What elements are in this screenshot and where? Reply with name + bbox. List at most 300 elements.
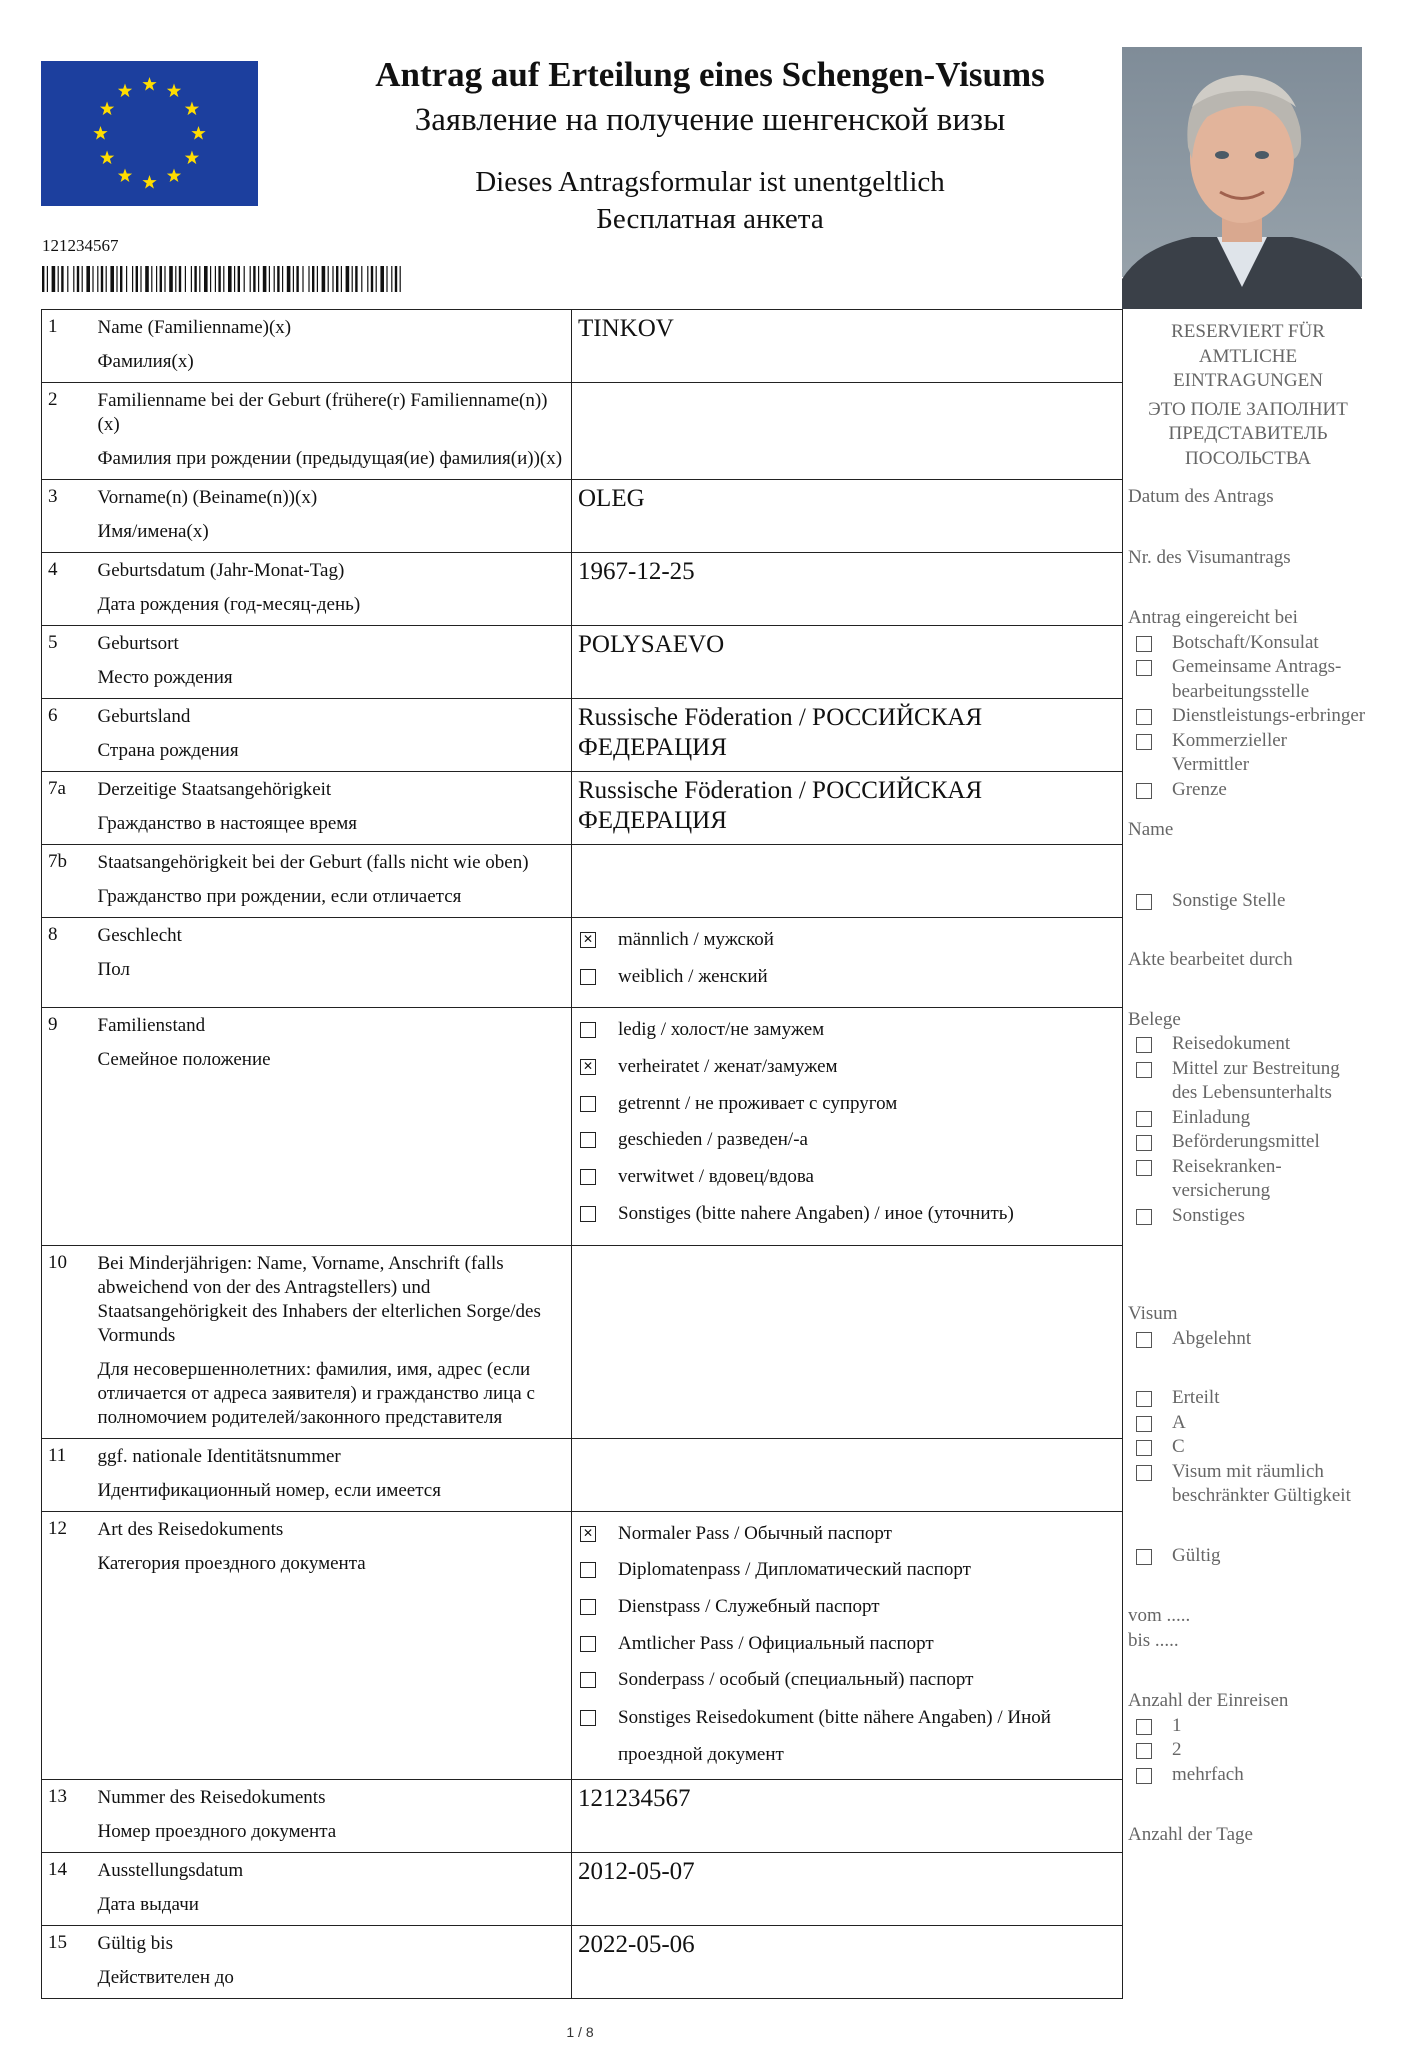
label-german: Nummer des Reisedokuments: [97, 1786, 326, 1808]
checkbox-icon[interactable]: [1136, 1160, 1152, 1176]
label-german: ggf. nationale Identitätsnummer: [97, 1445, 341, 1467]
option-other[interactable]: [578, 1202, 1116, 1239]
checkbox-icon[interactable]: ✕: [580, 932, 596, 948]
option-married[interactable]: [578, 1055, 1116, 1092]
label-german: Geburtsort: [97, 633, 179, 654]
field-label: [98, 1438, 572, 1511]
label-german: Geburtsdatum (Jahr-Monat-Tag): [97, 560, 345, 581]
page-indicator: 1 / 8: [566, 2024, 594, 2040]
barcode-bar: [210, 266, 211, 292]
document-number: 121234567: [42, 236, 119, 255]
field-number: 14: [42, 1852, 98, 1925]
option-label: Visum mit räumlich beschränkter Gültigkeit: [1172, 1460, 1351, 1506]
checkbox-icon[interactable]: [580, 1169, 596, 1185]
side-option[interactable]: [1128, 1714, 1368, 1739]
barcode-bar: [160, 266, 162, 292]
checkbox-icon[interactable]: [580, 1206, 596, 1222]
label-german: Staatsangehörigkeit bei der Geburt (falls nicht wie oben): [97, 852, 529, 873]
option-diplomatic-passport[interactable]: [578, 1558, 1116, 1595]
field-row-15: [42, 1925, 1123, 1998]
barcode-bar: [126, 266, 127, 292]
option-label: verwitwet / вдовец/вдова: [618, 1166, 814, 1188]
option-widowed[interactable]: [578, 1165, 1116, 1202]
submitted-at-options: [1128, 631, 1368, 803]
barcode-bar: [110, 266, 114, 292]
barcode-bar: [371, 266, 373, 292]
option-label: verheiratet / женат/замужем: [618, 1056, 838, 1078]
checkbox-icon[interactable]: ✕: [580, 1059, 596, 1075]
option-label: Abgelehnt: [1172, 1327, 1252, 1349]
barcode-bar: [328, 266, 329, 292]
barcode-bar: [395, 266, 397, 292]
barcode-bar: [253, 266, 255, 292]
side-option[interactable]: [1128, 1130, 1368, 1155]
reserved-heading-russian: ЭТО ПОЛЕ ЗАПОЛНИТ ПРЕДСТАВИТЕЛЬ ПОСОЛЬСТВА: [1148, 398, 1348, 469]
barcode-bar: [86, 266, 90, 292]
entries-options: [1128, 1714, 1368, 1788]
field-number: 7b: [42, 845, 98, 918]
option-label: Erteilt: [1172, 1387, 1220, 1408]
checkbox-icon[interactable]: [1136, 1465, 1152, 1481]
refused-option[interactable]: [1128, 1327, 1368, 1352]
checkbox-icon[interactable]: [580, 969, 596, 985]
checkbox-icon[interactable]: [580, 1096, 596, 1112]
barcode-bar: [191, 266, 192, 292]
barcode-bar: [175, 266, 176, 292]
barcode-bar: [199, 266, 200, 292]
barcode-bar: [47, 266, 48, 292]
barcode-bar: [61, 266, 63, 292]
side-option[interactable]: [1128, 778, 1368, 803]
field-number: 5: [42, 626, 98, 699]
issued-options: [1128, 1386, 1368, 1509]
field-number: 10: [42, 1245, 98, 1438]
checkbox-icon[interactable]: [1136, 1391, 1152, 1407]
checkbox-icon[interactable]: [580, 1022, 596, 1038]
national-id-value[interactable]: [572, 1438, 1123, 1511]
barcode-bar: [218, 266, 220, 292]
checkbox-icon[interactable]: [580, 1672, 596, 1688]
option-label: 2: [1172, 1739, 1182, 1760]
side-option[interactable]: [1128, 1460, 1368, 1509]
field-label: [98, 1245, 572, 1438]
option-label: Sonstiges (bitte nahere Angaben) / иное (уточнить): [618, 1202, 1014, 1224]
barcode-bar: [352, 266, 353, 292]
option-separated[interactable]: [578, 1092, 1116, 1129]
official-use-column: [1128, 320, 1368, 1848]
side-option[interactable]: [1128, 631, 1368, 656]
label-german: Name (Familienname)(x): [97, 317, 292, 338]
form-title: [320, 52, 1100, 238]
field-label: [98, 918, 572, 1008]
field-label: [98, 1779, 572, 1852]
checkbox-icon[interactable]: [1136, 1135, 1152, 1151]
guardian-value[interactable]: [572, 1245, 1123, 1438]
field-label: [98, 1008, 572, 1245]
barcode-bar: [386, 266, 387, 292]
field-label: [98, 383, 572, 480]
option-label: Reisekranken-versicherung: [1172, 1155, 1282, 1201]
option-label: Amtlicher Pass / Официальный паспорт: [618, 1632, 934, 1654]
field-row-1: [42, 310, 1123, 383]
barcode-bar: [341, 266, 342, 292]
visa-label: Visum: [1128, 1303, 1178, 1324]
checkbox-icon[interactable]: [580, 1562, 596, 1578]
checkbox-icon[interactable]: ✕: [580, 1526, 596, 1542]
side-option[interactable]: [1128, 729, 1368, 778]
side-option[interactable]: [1128, 1155, 1368, 1204]
barcode-bar: [293, 266, 294, 292]
supporting-documents-label: Belege: [1128, 1008, 1181, 1030]
field-label: [98, 553, 572, 626]
side-option[interactable]: [1128, 655, 1368, 704]
birth-nationality-value[interactable]: [572, 845, 1123, 918]
option-service-passport[interactable]: [578, 1595, 1116, 1632]
option-female[interactable]: [578, 965, 1116, 1002]
option-label: männlich / мужской: [618, 929, 774, 950]
checkbox-icon[interactable]: [580, 1710, 596, 1726]
document-number-value[interactable]: 121234567: [572, 1779, 1123, 1852]
sex-options: [572, 918, 1123, 1008]
option-divorced[interactable]: [578, 1128, 1116, 1165]
checkbox-icon[interactable]: [1136, 1768, 1152, 1784]
field-label: [98, 480, 572, 553]
field-row-11: [42, 1438, 1123, 1511]
field-row-4: [42, 553, 1123, 626]
label-german: Familienname bei der Geburt (frühere(r) Familienname(n)) (x): [97, 390, 548, 435]
subtitle-russian: Бесплатная анкета: [596, 203, 824, 235]
checkbox-icon[interactable]: [580, 1636, 596, 1652]
label-russian: Фамилия при рождении (предыдущая(ие) фамилия(и))(x): [97, 448, 563, 469]
label-russian: Категория проездного документа: [97, 1552, 366, 1574]
travel-document-type-options: [572, 1511, 1123, 1779]
barcode-bar: [164, 266, 165, 292]
side-option[interactable]: [1128, 1057, 1368, 1106]
label-german: Vorname(n) (Beiname(n))(x): [97, 487, 318, 508]
label-russian: Страна рождения: [97, 740, 239, 761]
application-number-label: Nr. des Visumantrags: [1128, 546, 1291, 568]
side-option[interactable]: [1128, 1386, 1368, 1411]
valid-until-value[interactable]: 2022-05-06: [572, 1925, 1123, 1998]
barcode-bar: [204, 266, 208, 292]
field-row-6: [42, 699, 1123, 772]
barcode-bar: [120, 266, 122, 292]
barcode-bar: [355, 266, 357, 292]
barcode-bar: [376, 266, 377, 292]
birth-date-value[interactable]: 1967-12-25: [572, 553, 1123, 626]
label-russian: Семейное положение: [97, 1049, 271, 1071]
field-number: 7a: [42, 772, 98, 845]
label-russian: Дата выдачи: [97, 1893, 199, 1915]
barcode-bar: [179, 266, 181, 292]
option-label: ledig / холост/не замужем: [618, 1019, 825, 1041]
checkbox-icon[interactable]: [1136, 709, 1152, 725]
field-number: 1: [42, 310, 98, 383]
label-german: Ausstellungsdatum: [97, 1859, 244, 1881]
submitted-at-label: Antrag eingereicht bei: [1128, 607, 1298, 628]
label-german: Gültig bis: [97, 1932, 173, 1954]
field-number: 8: [42, 918, 98, 1008]
field-label: [98, 699, 572, 772]
checkbox-icon[interactable]: [1136, 1111, 1152, 1127]
barcode-bar: [77, 266, 79, 292]
barcode-bar: [215, 266, 216, 292]
issue-date-value[interactable]: 2012-05-07: [572, 1852, 1123, 1925]
first-name-value[interactable]: OLEG: [572, 480, 1123, 553]
field-label: [98, 772, 572, 845]
checkbox-icon[interactable]: [1136, 660, 1152, 676]
barcode-bar: [185, 266, 186, 292]
side-option[interactable]: [1128, 1204, 1368, 1229]
option-label: Mittel zur Bestreitung des Lebensunterhalts: [1172, 1057, 1340, 1103]
name-label: Name: [1128, 819, 1174, 840]
processed-by-label: Akte bearbeitet durch: [1128, 949, 1293, 970]
barcode-bar: [302, 266, 303, 292]
barcode-bar: [391, 266, 392, 292]
other-office-option[interactable]: [1128, 889, 1368, 914]
barcode-bar: [332, 266, 333, 292]
checkbox-icon[interactable]: [1136, 1719, 1152, 1735]
barcode-bar: [58, 266, 59, 292]
field-row-10: [42, 1245, 1123, 1438]
surname-value[interactable]: TINKOV: [572, 310, 1123, 383]
side-option[interactable]: [1128, 1738, 1368, 1763]
label-russian: Имя/имена(x): [97, 521, 209, 542]
field-label: [98, 1852, 572, 1925]
field-label: [98, 845, 572, 918]
side-option[interactable]: [1128, 1032, 1368, 1057]
checkbox-icon[interactable]: [1136, 783, 1152, 799]
barcode-bar: [234, 266, 235, 292]
barcode-bar: [274, 266, 275, 292]
option-label: Dienstleistungs-erbringer: [1172, 705, 1366, 726]
checkbox-icon[interactable]: [1136, 1037, 1152, 1053]
field-row-13: [42, 1779, 1123, 1852]
supporting-documents-options: [1128, 1032, 1368, 1228]
checkbox-icon[interactable]: [1136, 734, 1152, 750]
barcode-bar: [223, 266, 224, 292]
birth-country-value[interactable]: Russische Föderation / РОССИЙСКАЯ ФЕДЕРАЦИЯ: [572, 699, 1123, 772]
application-date-label: Datum des Antrags: [1128, 486, 1274, 507]
option-label: weiblich / женский: [618, 965, 768, 987]
barcode-bar: [151, 266, 152, 292]
valid-option[interactable]: [1128, 1544, 1368, 1569]
eu-flag-icon: [41, 61, 258, 206]
checkbox-icon[interactable]: [1136, 1440, 1152, 1456]
barcode-bar: [228, 266, 232, 292]
label-russian: Место рождения: [97, 667, 233, 688]
barcode-bar: [282, 266, 283, 292]
option-single[interactable]: [578, 1018, 1116, 1055]
barcode-bar: [308, 266, 309, 292]
label-russian: Действителен до: [97, 1966, 234, 1988]
side-option[interactable]: [1128, 1763, 1368, 1788]
field-number: 11: [42, 1438, 98, 1511]
barcode-bar: [101, 266, 103, 292]
birth-place-value[interactable]: POLYSAEVO: [572, 626, 1123, 699]
option-other-document[interactable]: [578, 1699, 1116, 1773]
label-russian: Номер проездного документа: [97, 1820, 337, 1842]
field-row-2: [42, 383, 1123, 480]
barcode-bar: [269, 266, 270, 292]
option-label: Sonstiges Reisedokument (bitte nähere Angaben) / Иной проездной документ: [618, 1706, 1051, 1765]
field-number: 6: [42, 699, 98, 772]
label-german: Bei Minderjährigen: Name, Vorname, Anschrift (falls abweichend von der des Antragstellers) und Staatsangehörigkeit des Inhabers der elterlichen Sorge/des Vormunds: [97, 1252, 541, 1346]
option-label: Grenze: [1172, 778, 1227, 800]
label-russian: Дата рождения (год-месяц-день): [97, 594, 361, 615]
barcode-bar: [42, 266, 44, 292]
checkbox-icon[interactable]: [1136, 1743, 1152, 1759]
option-label: Sonderpass / особый (специальный) паспорт: [618, 1669, 974, 1691]
option-label: Normaler Pass / Обычный паспорт: [618, 1522, 892, 1544]
reserved-heading-german: RESERVIERT FÜR AMTLICHE EINTRAGUNGEN: [1171, 321, 1325, 391]
checkbox-icon[interactable]: [1136, 894, 1152, 910]
marital-status-options: [572, 1008, 1123, 1245]
barcode-bar: [250, 266, 251, 292]
application-form-table: [41, 309, 1123, 1999]
title-german: Antrag auf Erteilung eines Schengen-Visums: [375, 55, 1045, 94]
barcode-bar: [92, 266, 93, 292]
barcode-bar: [156, 266, 157, 292]
field-number: 9: [42, 1008, 98, 1245]
label-russian: Для несовершеннолетних: фамилия, имя, адрес (если отличается от адреса заявителя) и гражданство лица с полномочием родителей/законного представителя: [97, 1358, 535, 1428]
checkbox-icon[interactable]: [1136, 636, 1152, 652]
field-row-9: [42, 1008, 1123, 1245]
option-official-passport[interactable]: [578, 1632, 1116, 1669]
current-nationality-value[interactable]: Russische Föderation / РОССИЙСКАЯ ФЕДЕРАЦИЯ: [572, 772, 1123, 845]
option-label: Einladung: [1172, 1106, 1251, 1128]
field-number: 12: [42, 1511, 98, 1779]
eu-flag-logo: [41, 61, 258, 206]
label-russian: Фамилия(x): [97, 351, 194, 372]
barcode-bar: [258, 266, 259, 292]
label-german: Geburtsland: [97, 706, 191, 727]
option-label: 1: [1172, 1714, 1182, 1736]
label-russian: Идентификационный номер, если имеется: [97, 1479, 441, 1501]
barcode-bar: [400, 266, 401, 292]
option-label: Diplomatenpass / Дипломатический паспорт: [618, 1559, 971, 1581]
subtitle-german: Dieses Antragsformular ist unentgeltlich: [475, 166, 945, 198]
barcode-bar: [140, 266, 141, 292]
label-russian: Гражданство при рождении, если отличается: [97, 886, 462, 907]
side-option[interactable]: [1128, 704, 1368, 729]
barcode-bar: [106, 266, 107, 292]
barcode-bar: [277, 266, 279, 292]
barcode-bar: [82, 266, 83, 292]
field-label: [98, 1925, 572, 1998]
option-male[interactable]: [578, 928, 1116, 965]
field-row-7a: [42, 772, 1123, 845]
side-option[interactable]: [1128, 1411, 1368, 1436]
label-russian: Гражданство в настоящее время: [97, 813, 358, 834]
field-label: [98, 1511, 572, 1779]
barcode-bar: [380, 266, 384, 292]
field-number: 15: [42, 1925, 98, 1998]
barcode-bar: [52, 266, 56, 292]
field-label: [98, 626, 572, 699]
checkbox-icon[interactable]: [1136, 1062, 1152, 1078]
option-label: Gültig: [1172, 1544, 1221, 1566]
field-row-7b: [42, 845, 1123, 918]
barcode-bar: [73, 266, 74, 292]
barcode-bar: [287, 266, 291, 292]
field-row-12: [42, 1511, 1123, 1779]
option-label: Botschaft/Konsulat: [1172, 631, 1319, 653]
barcode-bar: [132, 266, 133, 292]
barcode-bar: [116, 266, 117, 292]
days-label: Anzahl der Tage: [1128, 1824, 1253, 1845]
option-label: mehrfach: [1172, 1763, 1244, 1785]
field-row-5: [42, 626, 1123, 699]
option-label: Sonstige Stelle: [1172, 889, 1286, 911]
barcode-bar: [169, 266, 173, 292]
option-normal-passport[interactable]: [578, 1522, 1116, 1559]
barcode-bar: [361, 266, 362, 292]
option-label: Dienstpass / Служебный паспорт: [618, 1595, 880, 1617]
checkbox-icon[interactable]: [1136, 1209, 1152, 1225]
barcode-bar: [346, 266, 350, 292]
label-german: Familienstand: [97, 1015, 206, 1037]
field-row-8: [42, 918, 1123, 1008]
side-option[interactable]: [1128, 1435, 1368, 1460]
barcode-bar: [136, 266, 138, 292]
applicant-photo: [1122, 47, 1362, 309]
barcode-bar: [296, 266, 298, 292]
field-number: 13: [42, 1779, 98, 1852]
option-label: Kommerzieller Vermittler: [1172, 729, 1288, 775]
title-russian: Заявление на получение шенгенской визы: [414, 102, 1006, 138]
barcode-bar: [322, 266, 326, 292]
valid-from-label: vom .....: [1128, 1605, 1191, 1626]
field-row-14: [42, 1852, 1123, 1925]
option-label: Sonstiges: [1172, 1204, 1245, 1226]
option-label: Reisedokument: [1172, 1033, 1291, 1054]
option-label: A: [1172, 1411, 1186, 1433]
barcode-bar: [238, 266, 240, 292]
barcode-bar: [145, 266, 149, 292]
checkbox-icon[interactable]: [1136, 1332, 1152, 1348]
birth-surname-value[interactable]: [572, 383, 1123, 480]
entries-label: Anzahl der Einreisen: [1128, 1690, 1289, 1711]
checkbox-icon[interactable]: [580, 1132, 596, 1148]
option-label: Beförderungsmittel: [1172, 1131, 1320, 1152]
checkbox-icon[interactable]: [1136, 1416, 1152, 1432]
field-number: 4: [42, 553, 98, 626]
barcode-bar: [317, 266, 318, 292]
barcode-bar: [194, 266, 196, 292]
barcode-bar: [67, 266, 68, 292]
option-label: getrennt / не проживает с супругом: [618, 1092, 898, 1114]
field-number: 2: [42, 383, 98, 480]
barcode-bar: [367, 266, 368, 292]
field-label: [98, 310, 572, 383]
label-russian: Пол: [97, 959, 130, 980]
option-label: Gemeinsame Antrags-bearbeitungsstelle: [1172, 656, 1342, 702]
barcode-bar: [336, 266, 338, 292]
label-german: Derzeitige Staatsangehörigkeit: [97, 779, 332, 800]
side-option[interactable]: [1128, 1106, 1368, 1131]
label-german: Geschlecht: [97, 925, 182, 946]
field-number: 3: [42, 480, 98, 553]
portrait-icon: [1122, 47, 1362, 309]
valid-to-label: bis .....: [1128, 1629, 1179, 1651]
field-row-3: [42, 480, 1123, 553]
label-german: Art des Reisedokuments: [97, 1518, 284, 1540]
barcode: [42, 266, 405, 292]
barcode-bar: [244, 266, 245, 292]
checkbox-icon[interactable]: [580, 1599, 596, 1615]
checkbox-icon[interactable]: [1136, 1549, 1152, 1565]
